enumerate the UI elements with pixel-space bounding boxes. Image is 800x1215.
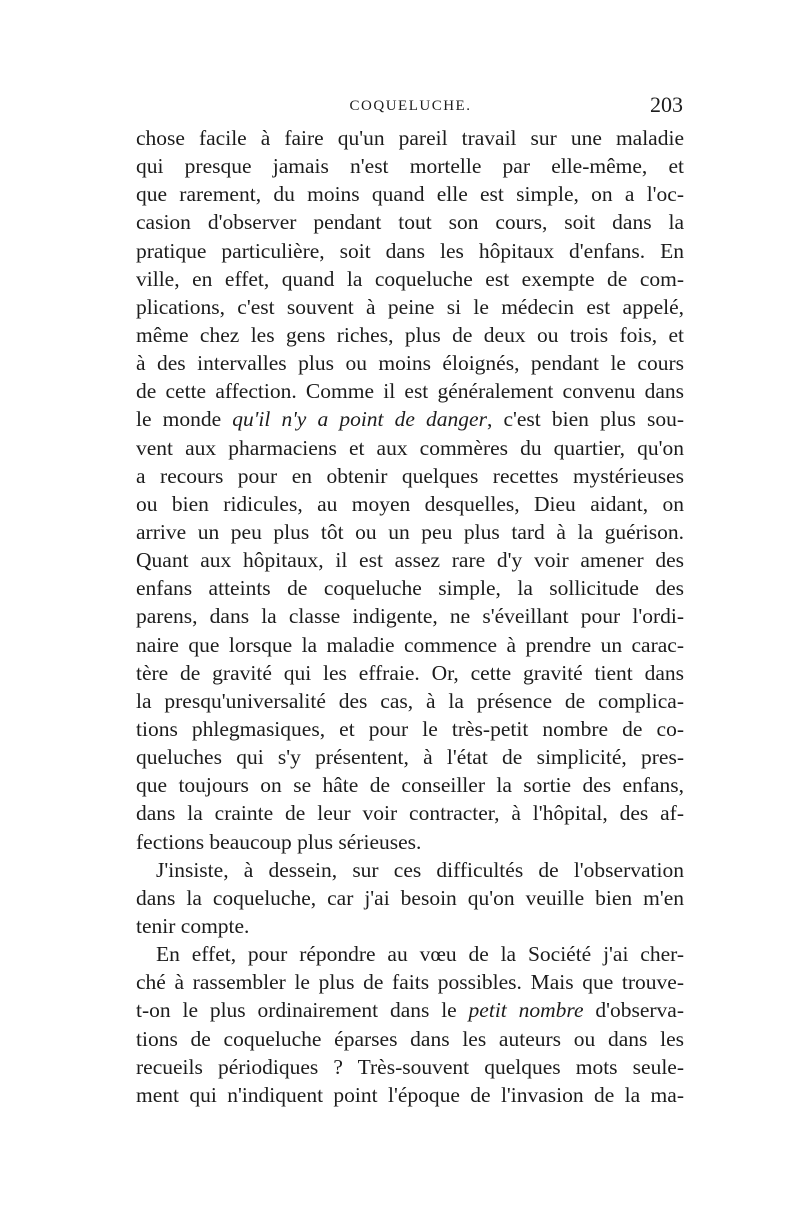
text-line: plications, c'est souvent à peine si le médecin est appelé, xyxy=(136,294,684,319)
text-line: à des intervalles plus ou moins éloignés, pendant le cours xyxy=(136,351,684,376)
text-line: parens, dans la classe indigente, ne s'éveillant pour l'ordi- xyxy=(136,604,684,629)
text-line: pratique particulière, soit dans les hôpitaux d'enfans. En xyxy=(136,238,684,263)
text-line: En effet, pour répondre au vœu de la Société j'ai cher- xyxy=(156,942,684,967)
text-line: le monde qu'il n'y a point de danger, c'est bien plus sou- xyxy=(136,407,684,432)
text-line: ché à rassembler le plus de faits possibles. Mais que trouve- xyxy=(136,970,684,995)
text-line: de cette affection. Comme il est généralement convenu dans xyxy=(136,379,684,404)
page-number: 203 xyxy=(650,92,683,117)
text-line: tère de gravité qui les effraie. Or, cette gravité tient dans xyxy=(136,660,684,685)
text-line: qui presque jamais n'est mortelle par elle-même, et xyxy=(136,154,684,179)
body-text xyxy=(136,124,684,1109)
text-line: ment qui n'indiquent point l'époque de l'invasion de la ma- xyxy=(136,1082,684,1107)
running-title: COQUELUCHE. xyxy=(349,98,472,114)
text-line: vent aux pharmaciens et aux commères du quartier, qu'on xyxy=(136,435,684,460)
italic-phrase: petit nombre xyxy=(468,998,584,1023)
text-line: chose facile à faire qu'un pareil travail sur une maladie xyxy=(136,126,684,150)
text-line: t-on le plus ordinairement dans le petit nombre d'observa- xyxy=(136,998,684,1023)
text-line: tions de coqueluche éparses dans les auteurs ou dans les xyxy=(136,1026,684,1051)
text-line: que toujours on se hâte de conseiller la sortie des enfans, xyxy=(136,773,684,798)
text-line: enfans atteints de coqueluche simple, la sollicitude des xyxy=(136,576,684,601)
text-line: ou bien ridicules, au moyen desquelles, Dieu aidant, on xyxy=(136,491,684,516)
text-line: queluches qui s'y présentent, à l'état de simplicité, pres- xyxy=(136,745,684,770)
italic-phrase: qu'il n'y a point de danger xyxy=(232,407,487,432)
running-head xyxy=(138,92,683,122)
text-line: tions phlegmasiques, et pour le très-petit nombre de co- xyxy=(136,716,684,741)
text-line: recueils périodiques ? Très-souvent quelques mots seule- xyxy=(136,1054,684,1079)
text-line: arrive un peu plus tôt ou un peu plus tard à la guérison. xyxy=(136,519,684,544)
text-line: tenir compte. xyxy=(136,913,250,938)
text-line: ville, en effet, quand la coqueluche est exempte de com- xyxy=(136,266,684,291)
text-line: Quant aux hôpitaux, il est assez rare d'y voir amener des xyxy=(136,548,684,573)
text-line: que rarement, du moins quand elle est simple, on a l'oc- xyxy=(136,182,684,207)
text-line: dans la coqueluche, car j'ai besoin qu'on veuille bien m'en xyxy=(136,885,684,910)
text-line: fections beaucoup plus sérieuses. xyxy=(136,829,422,854)
text-line: dans la crainte de leur voir contracter, à l'hôpital, des af- xyxy=(136,801,684,826)
text-line: naire que lorsque la maladie commence à prendre un carac- xyxy=(136,632,684,657)
text-line: casion d'observer pendant tout son cours, soit dans la xyxy=(136,210,684,235)
text-line: J'insiste, à dessein, sur ces difficultés de l'observation xyxy=(156,857,684,882)
text-line: même chez les gens riches, plus de deux ou trois fois, et xyxy=(136,322,684,347)
text-line: la presqu'universalité des cas, à la présence de complica- xyxy=(136,688,684,713)
text-line: a recours pour en obtenir quelques recettes mystérieuses xyxy=(136,463,684,488)
